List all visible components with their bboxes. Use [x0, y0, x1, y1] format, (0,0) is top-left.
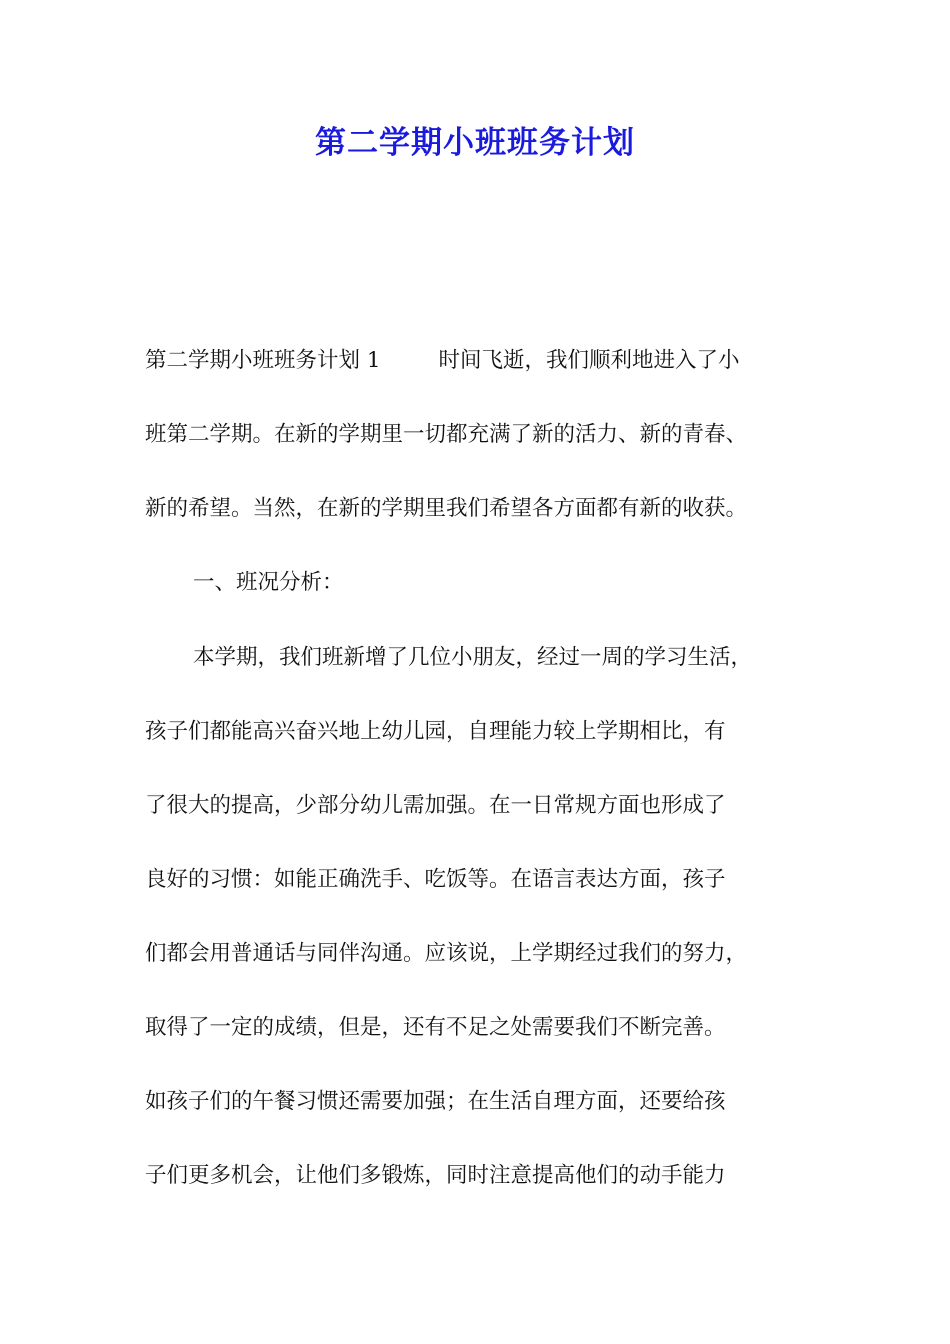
- paragraph-line: 本学期，我们班新增了几位小朋友，经过一周的学习生活，: [193, 645, 753, 670]
- paragraph-line: 了很大的提高，少部分幼儿需加强。在一日常规方面也形成了: [145, 793, 726, 818]
- paragraph-line: 如孩子们的午餐习惯还需要加强；在生活自理方面，还要给孩: [145, 1089, 726, 1114]
- document-title: 第二学期小班班务计划: [315, 125, 635, 161]
- paragraph-line: 取得了一定的成绩，但是，还有不足之处需要我们不断完善。: [145, 1015, 726, 1040]
- paragraph-line: 新的希望。当然，在新的学期里我们希望各方面都有新的收获。: [145, 496, 748, 521]
- paragraph-line: 们都会用普通话与同伴沟通。应该说，上学期经过我们的努力，: [145, 941, 748, 966]
- paragraph-line: 班第二学期。在新的学期里一切都充满了新的活力、新的青春、: [145, 422, 748, 447]
- paragraph-line: 子们更多机会，让他们多锻炼，同时注意提高他们的动手能力: [145, 1163, 726, 1188]
- paragraph-text: 时间飞逝，我们顺利地进入了小: [438, 348, 740, 373]
- section-heading: 一、班况分析：: [193, 570, 344, 595]
- paragraph-heading: 第二学期小班班务计划 1: [145, 348, 381, 373]
- paragraph-line: 良好的习惯：如能正确洗手、吃饭等。在语言表达方面，孩子: [145, 867, 726, 892]
- paragraph-line: [145, 350, 740, 372]
- paragraph-line: 孩子们都能高兴奋兴地上幼儿园，自理能力较上学期相比，有: [145, 719, 726, 744]
